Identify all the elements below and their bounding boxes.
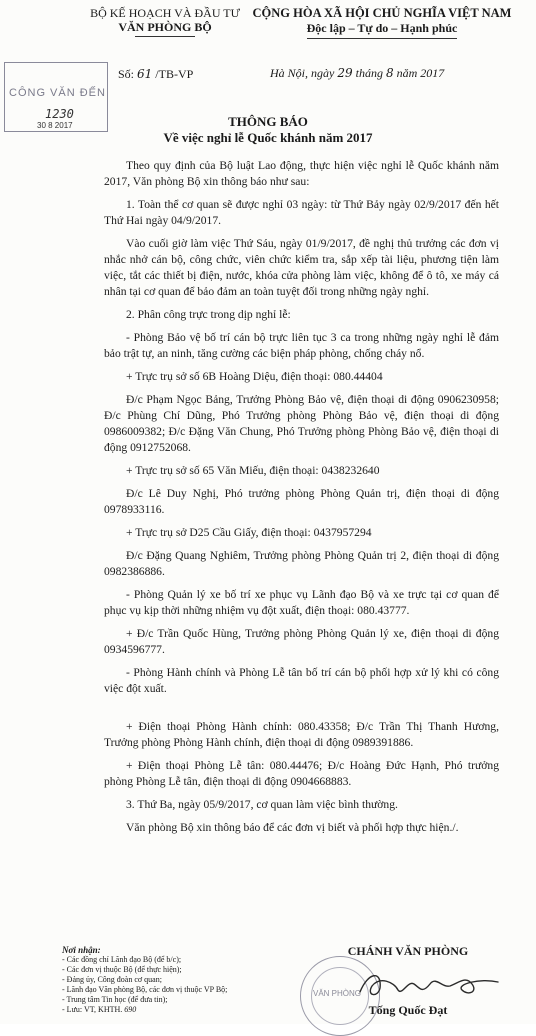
year-label: năm 2017 xyxy=(396,66,445,80)
body-paragraph: + Đ/c Trần Quốc Hùng, Trưởng phòng Phòng Quản lý xe, điện thoại di động 0934596777. xyxy=(104,627,499,656)
body-paragraph: + Trực trụ sở số 6B Hoàng Diệu, điện thoại: 080.44404 xyxy=(126,370,383,383)
stamp-label: CÔNG VĂN ĐẾN xyxy=(9,87,106,99)
date-month: 8 xyxy=(385,66,394,80)
signer-name: Tống Quốc Đạt xyxy=(368,1003,448,1017)
body-paragraph: Văn phòng Bộ xin thông báo để các đơn vị biết và phối hợp thực hiện./. xyxy=(126,821,459,834)
recipient-tag: 690 xyxy=(124,1005,137,1014)
national-header xyxy=(232,6,532,39)
body-paragraph: + Trực trụ sở D25 Cầu Giấy, điện thoại: 0437957294 xyxy=(126,526,372,539)
national-motto: Độc lập – Tự do – Hạnh phúc xyxy=(306,21,458,35)
nation-name: CỘNG HÒA XÃ HỘI CHỦ NGHĨA VIỆT NAM xyxy=(252,6,512,20)
body-paragraph: + Điện thoại Phòng Hành chính: 080.43358; Đ/c Trần Thị Thanh Hương, Trưởng phòng Phòng Hành chính, điện thoại di động 0989391886. xyxy=(104,720,499,749)
recipients-list xyxy=(62,945,227,1015)
reference-prefix: Số: xyxy=(118,67,135,81)
body-paragraph: Vào cuối giờ làm việc Thứ Sáu, ngày 01/9/2017, đề nghị thủ trưởng các đơn vị nhắc nhở cán bộ, công chức, viên chức kiểm tra, sắp xếp tài liệu, phương tiện làm việc, tắt các thiết bị điện, nước, khóa cửa phòng làm việc, không để ô tô, xe máy cá nhân tại cơ quan để bảo đảm an toàn tuyệt đối trong những ngày nghỉ. xyxy=(104,237,499,298)
body-paragraph: - Phòng Quản lý xe bố trí xe phục vụ Lãnh đạo Bộ và xe trực tại cơ quan để phục vụ kịp thời những nhiệm vụ đột xuất, điện thoại: 080.43777. xyxy=(104,588,499,617)
seal-text: VĂN PHÒNG xyxy=(313,989,362,998)
reference-number: 61 xyxy=(137,67,153,81)
document-reference xyxy=(118,67,193,82)
recipient-item: - Các đơn vị thuộc Bộ (để thực hiện); xyxy=(62,965,182,974)
title-main: THÔNG BÁO xyxy=(228,114,308,129)
office-name: VĂN PHÒNG BỘ xyxy=(118,20,212,34)
document-title xyxy=(0,114,536,146)
body-paragraph: + Điện thoại Phòng Lễ tân: 080.44476; Đ/c Hoàng Đức Hạnh, Phó trưởng phòng Phòng Lễ tân, điện thoại di động 0904668883. xyxy=(104,759,499,788)
recipient-item xyxy=(62,1005,227,1015)
ministry-name: BỘ KẾ HOẠCH VÀ ĐẦU TƯ xyxy=(90,6,240,20)
body-paragraph: Theo quy định của Bộ luật Lao động, thực hiện việc nghỉ lễ Quốc khánh năm 2017, Văn phòng Bộ xin thông báo như sau: xyxy=(104,159,499,188)
motto-underline xyxy=(307,38,457,39)
signer-title: CHÁNH VĂN PHÒNG xyxy=(347,944,469,958)
body-paragraph: - Phòng Hành chính và Phòng Lễ tân bố trí cán bộ phối hợp xử lý khi có công việc đột xuất. xyxy=(104,666,499,695)
document-body xyxy=(104,158,499,843)
recipient-item: - Lãnh đạo Văn phòng Bộ, các đơn vị thuộc VP Bộ; xyxy=(62,985,228,994)
reference-suffix: /TB-VP xyxy=(155,67,194,81)
body-paragraph: + Trực trụ sở số 65 Văn Miếu, điện thoại: 0438232640 xyxy=(126,464,380,477)
recipient-item-text: - Lưu: VT, KHTH. xyxy=(62,1005,123,1014)
city-label: Hà Nội, ngày xyxy=(270,66,335,80)
body-paragraph: - Phòng Bảo vệ bố trí cán bộ trực liên tục 3 ca trong những ngày nghỉ lễ đảm bảo trật tự, an ninh, tăng cường các biện pháp phòng, chống cháy nổ. xyxy=(104,331,499,360)
month-label: tháng xyxy=(355,66,383,80)
body-paragraph: 1. Toàn thể cơ quan sẽ được nghỉ 03 ngày: từ Thứ Bảy ngày 02/9/2017 đến hết Thứ Hai ngày 04/9/2017. xyxy=(104,198,499,227)
header-underline xyxy=(135,36,195,37)
body-paragraph: 3. Thứ Ba, ngày 05/9/2017, cơ quan làm việc bình thường. xyxy=(126,798,398,811)
place-and-date xyxy=(270,66,444,81)
body-paragraph: Đ/c Lê Duy Nghị, Phó trưởng phòng Phòng Quản trị, điện thoại di động 0978933116. xyxy=(104,487,499,516)
body-paragraph: 2. Phân công trực trong dịp nghỉ lễ: xyxy=(126,308,291,321)
recipient-item: - Các đồng chí Lãnh đạo Bộ (để b/c); xyxy=(62,955,182,964)
date-day: 29 xyxy=(337,66,353,80)
stamp-date: 30 8 2017 xyxy=(37,121,73,130)
handwritten-signature xyxy=(350,962,510,1006)
recipients-heading: Nơi nhận: xyxy=(62,945,101,955)
body-paragraph: Đ/c Phạm Ngọc Bảng, Trưởng Phòng Bảo vệ, điện thoại di động 0906230958; Đ/c Phùng Chí Dũng, Phó Trưởng phòng Phòng Bảo vệ, điện thoại di động 0986009382; Đ/c Đặng Văn Chung, Phó Trưởng phòng Phòng Bảo vệ, điện thoại di động 0912752068. xyxy=(104,393,499,454)
recipient-item: - Trung tâm Tin học (để đưa tin); xyxy=(62,995,168,1004)
recipient-item: - Đảng ủy, Công đoàn cơ quan; xyxy=(62,975,162,984)
title-subject: Về việc nghỉ lễ Quốc khánh năm 2017 xyxy=(163,130,373,145)
stamp-number: 1230 xyxy=(45,107,74,121)
body-paragraph: Đ/c Đặng Quang Nghiêm, Trưởng phòng Phòng Quản trị 2, điện thoại di động 0982386886. xyxy=(104,549,499,578)
